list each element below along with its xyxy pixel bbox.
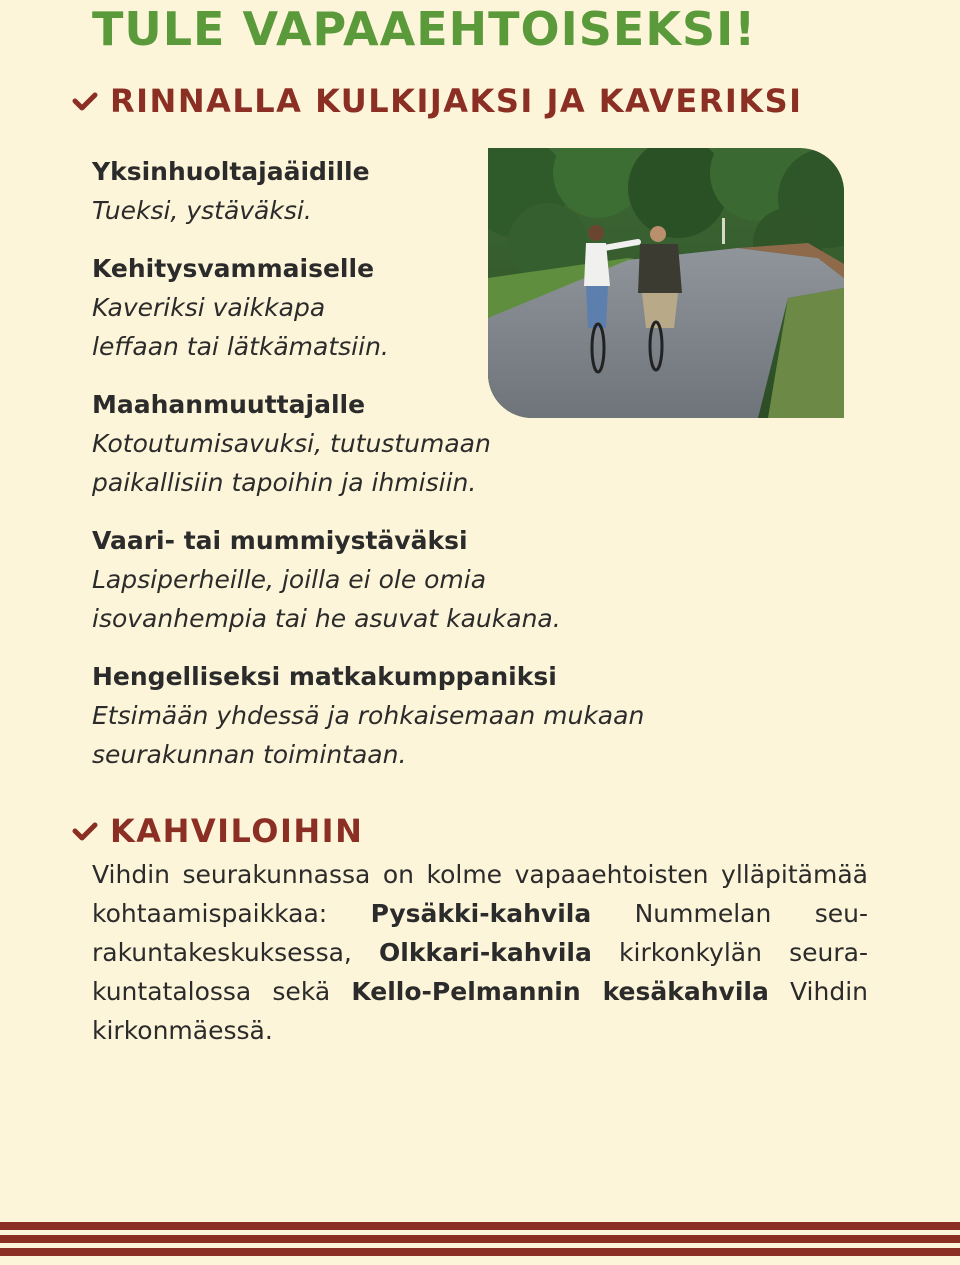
item-title: Yksinhuoltajaäidille bbox=[92, 157, 370, 186]
section-heading-label: KAHVILOIHIN bbox=[110, 812, 364, 850]
item-title: Kehitysvammaiselle bbox=[92, 254, 375, 283]
section-heading-companion bbox=[70, 82, 803, 120]
list-item bbox=[92, 657, 712, 774]
paragraph-text: Vihdin seurakunnassa on kolme vapaaehtoisten ylläpitämää kohtaamispaikkaa: bbox=[92, 860, 868, 928]
item-description: Lapsiperheille, joilla ei ole omia bbox=[92, 565, 487, 594]
cafe-name: Kello-Pelmannin kesäkahvila bbox=[351, 977, 769, 1006]
page-title: TULE VAPAAEHTOISEKSI! bbox=[92, 2, 757, 56]
cafe-name: Pysäkki-kahvila bbox=[370, 899, 592, 928]
item-description: paikallisiin tapoihin ja ihmisiin. bbox=[92, 468, 477, 497]
stripe bbox=[0, 1235, 960, 1243]
list-item bbox=[92, 521, 712, 638]
section-heading-label: RINNALLA KULKIJAKSI JA KAVERIKSI bbox=[110, 82, 803, 120]
cyclists-illustration bbox=[488, 148, 844, 418]
decorative-stripes bbox=[0, 1222, 960, 1265]
item-description: seurakunnan toimintaan. bbox=[92, 740, 407, 769]
item-description: isovanhempia tai he asuvat kaukana. bbox=[92, 604, 561, 633]
paragraph-text: kirkonkylän seurakuntatalossa sekä bbox=[92, 938, 868, 1006]
item-description: Etsimään yhdessä ja rohkaisemaan mukaan bbox=[92, 701, 645, 730]
paragraph-text: Vihdin kirkonmäessä. bbox=[92, 977, 868, 1045]
item-description: leffaan tai lätkämatsiin. bbox=[92, 332, 389, 361]
cyclists-photo bbox=[488, 148, 844, 418]
stripe bbox=[0, 1222, 960, 1230]
item-description: Tueksi, ystäväksi. bbox=[92, 196, 312, 225]
section-heading-cafes bbox=[70, 812, 363, 850]
item-title: Maahanmuuttajalle bbox=[92, 390, 366, 419]
cafes-paragraph bbox=[92, 855, 868, 1050]
item-description: Kaveriksi vaikkapa bbox=[92, 293, 326, 322]
item-title: Hengelliseksi matkakumppaniksi bbox=[92, 662, 557, 691]
stripe bbox=[0, 1248, 960, 1256]
item-title: Vaari- tai mummiystäväksi bbox=[92, 526, 468, 555]
cafe-name: Olkkari-kahvila bbox=[379, 938, 592, 967]
checkmark-icon bbox=[70, 86, 100, 116]
checkmark-icon bbox=[70, 816, 100, 846]
paragraph-text: Nummelan seurakuntakeskuksessa, bbox=[92, 899, 869, 967]
item-description: Kotoutumisavuksi, tutustumaan bbox=[92, 429, 491, 458]
